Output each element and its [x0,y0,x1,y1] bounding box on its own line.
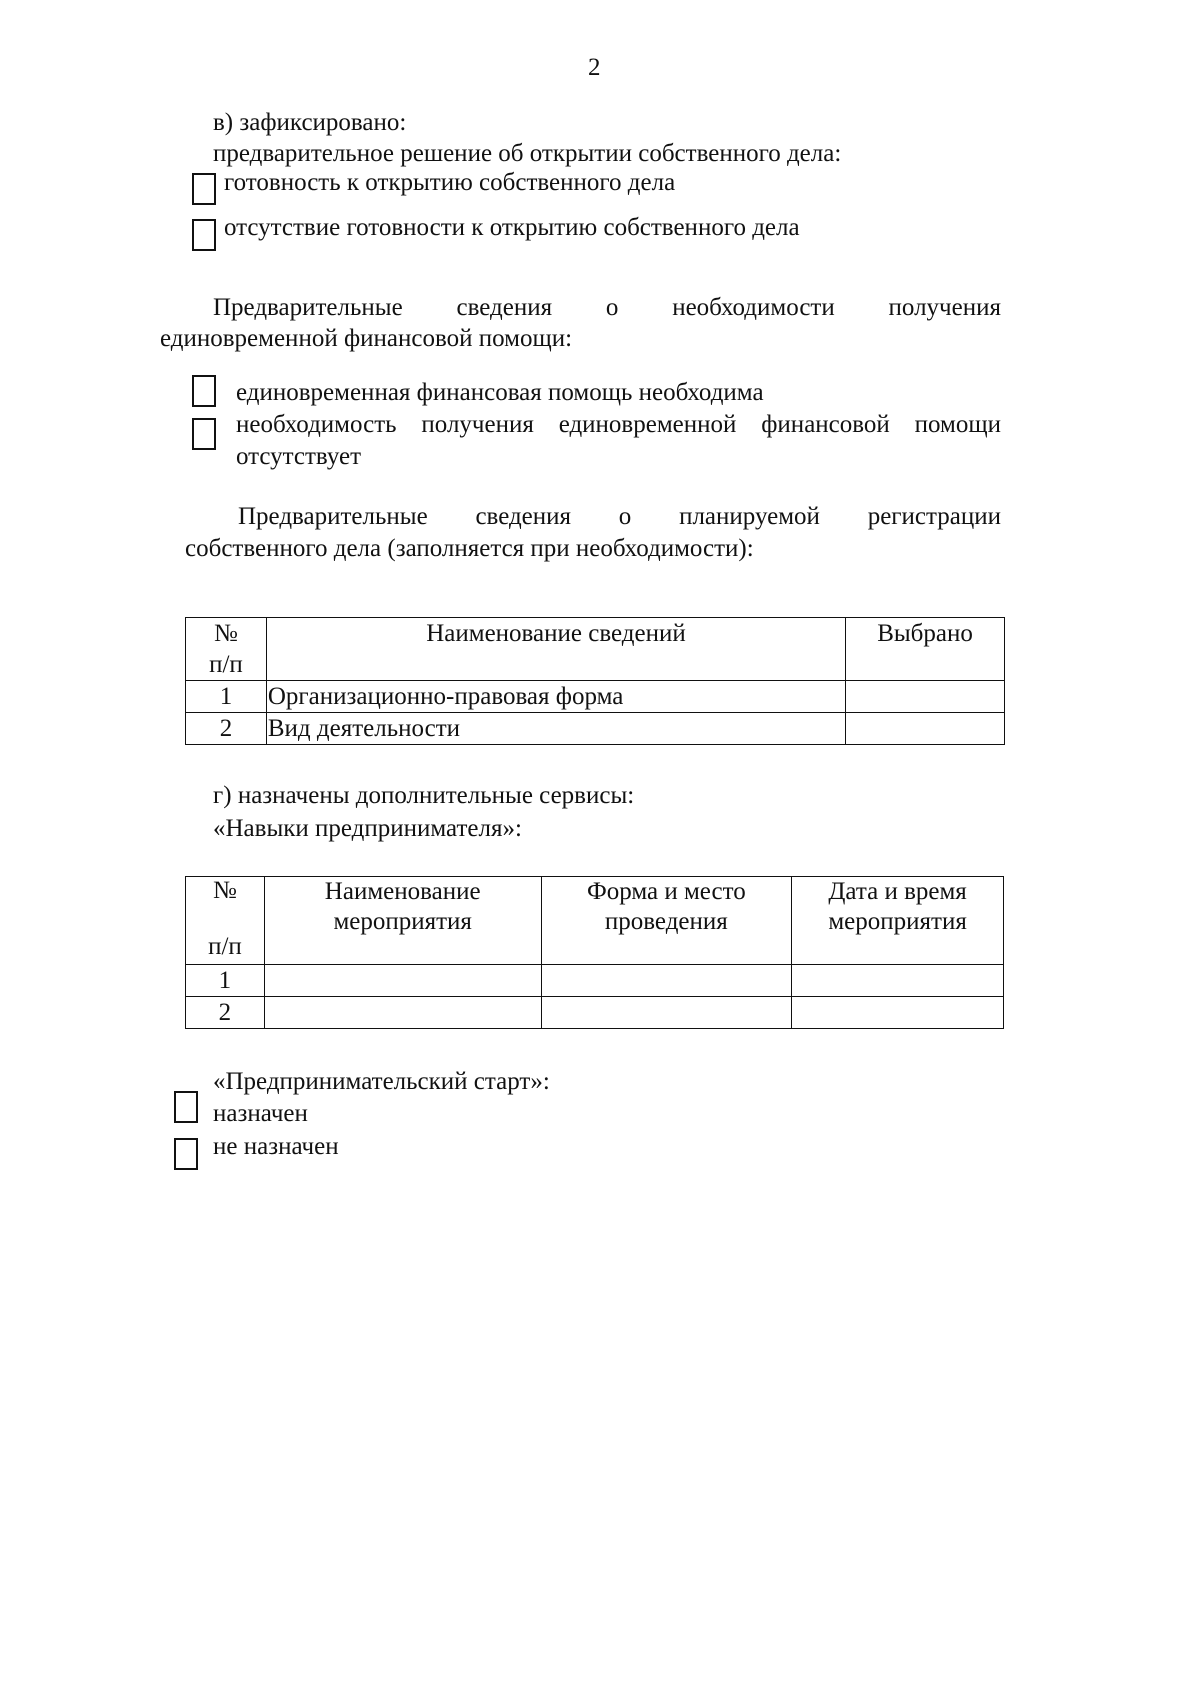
col-date-time-header: Дата и время мероприятия [792,877,1004,965]
financial-help-intro: Предварительные сведения о необходимости получения [213,294,1001,321]
row-selected-cell[interactable] [846,713,1005,745]
col-number-header: № п/п [186,877,265,965]
date-time-cell[interactable] [792,965,1004,997]
page-number: 2 [588,54,601,81]
table-row [186,997,1004,1029]
event-name-cell[interactable] [264,997,541,1029]
table-row [186,681,1005,713]
financial-help-intro-line2: единовременной финансовой помощи: [160,325,573,352]
date-time-cell[interactable] [792,997,1004,1029]
table-row [186,965,1004,997]
registration-table [185,617,1005,745]
form-place-cell[interactable] [541,965,792,997]
section-g-heading: г) назначены дополнительные сервисы: [213,782,635,809]
row-number: 2 [186,713,267,745]
col-event-name-header: Наименование мероприятия [264,877,541,965]
not-assigned-checkbox[interactable] [174,1138,198,1170]
col-form-place-header: Форма и место проведения [541,877,792,965]
table-row [186,713,1005,745]
section-g-subheading: «Навыки предпринимателя»: [213,815,522,842]
help-not-needed-checkbox[interactable] [192,418,216,450]
col-selected-header: Выбрано [846,618,1005,681]
no-readiness-checkbox[interactable] [192,219,216,251]
row-number: 1 [186,965,265,997]
readiness-option-label: готовность к открытию собственного дела [224,169,676,196]
col-name-header: Наименование сведений [266,618,845,681]
table-header-row [186,877,1004,965]
row-number: 2 [186,997,265,1029]
entrepreneur-start-heading: «Предпринимательский старт»: [213,1068,550,1095]
not-assigned-label: не назначен [213,1133,339,1160]
event-name-cell[interactable] [264,965,541,997]
assigned-label: назначен [213,1100,308,1127]
help-needed-label: единовременная финансовая помощь необходима [236,379,764,406]
table-header-row [186,618,1005,681]
row-name: Вид деятельности [266,713,845,745]
row-name: Организационно-правовая форма [266,681,845,713]
events-table [185,876,1004,1029]
help-not-needed-label-line2: отсутствует [236,443,362,470]
form-place-cell[interactable] [541,997,792,1029]
row-number: 1 [186,681,267,713]
no-readiness-option-label: отсутствие готовности к открытию собственного дела [224,214,800,241]
section-v-heading: в) зафиксировано: [213,109,407,136]
section-v-subheading: предварительное решение об открытии собственного дела: [213,140,842,167]
readiness-checkbox[interactable] [192,173,216,205]
help-not-needed-label: необходимость получения единовременной финансовой помощи [236,411,1001,438]
help-needed-checkbox[interactable] [192,375,216,407]
col-number-header: № п/п [186,618,267,681]
row-selected-cell[interactable] [846,681,1005,713]
registration-intro: Предварительные сведения о планируемой регистрации [238,503,1001,530]
assigned-checkbox[interactable] [174,1091,198,1123]
registration-intro-line2: собственного дела (заполняется при необходимости): [185,535,754,562]
